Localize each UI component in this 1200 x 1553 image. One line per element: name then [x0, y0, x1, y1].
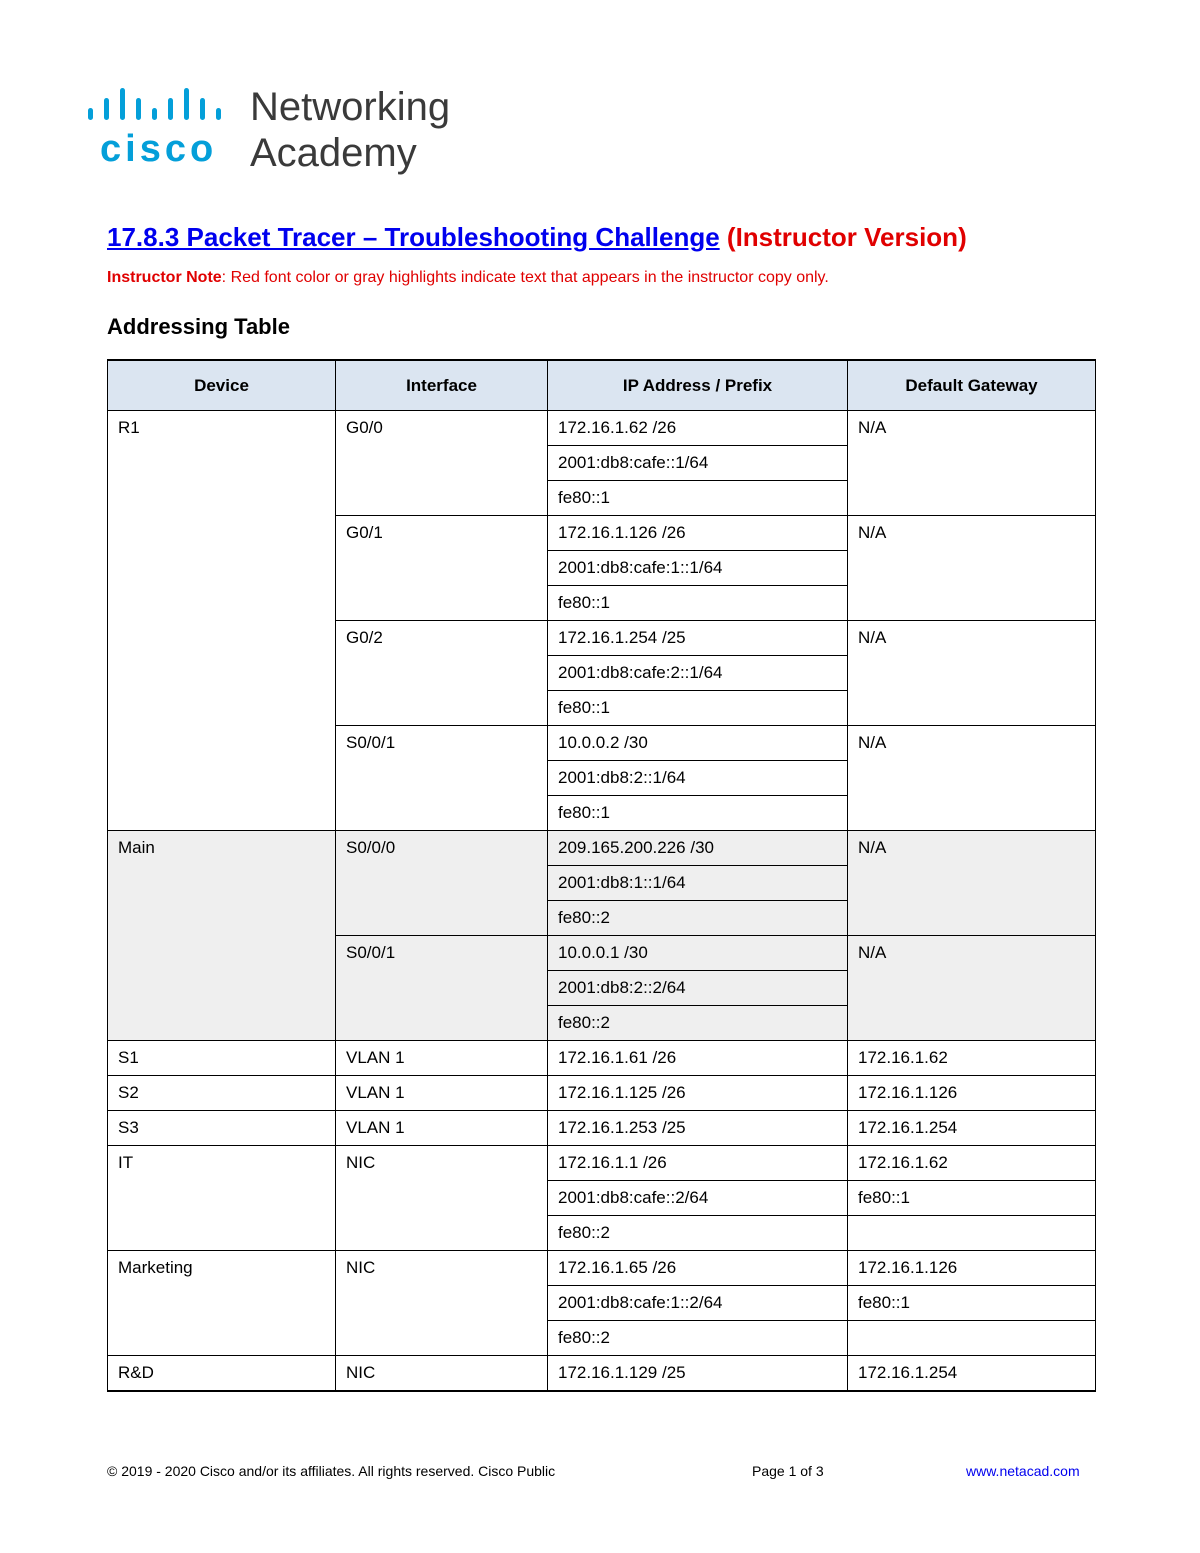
- interface-cell: S0/0/1: [336, 936, 548, 1041]
- logo-line-academy: Academy: [250, 131, 417, 175]
- table-row: [108, 1111, 1096, 1146]
- gateway-cell: 172.16.1.126: [848, 1076, 1096, 1111]
- table-row: [108, 411, 1096, 446]
- ip-cell: 172.16.1.62 /26: [548, 411, 848, 446]
- ip-cell: 2001:db8:1::1/64: [548, 866, 848, 901]
- device-cell: S2: [108, 1076, 336, 1111]
- table-row: [108, 831, 1096, 866]
- ip-cell: 2001:db8:cafe::2/64: [548, 1181, 848, 1216]
- instructor-note: [107, 269, 829, 287]
- interface-cell: G0/1: [336, 516, 548, 621]
- ip-cell: 10.0.0.1 /30: [548, 936, 848, 971]
- cisco-wordmark: cisco: [100, 128, 218, 170]
- device-cell: R1: [108, 411, 336, 831]
- device-cell: S1: [108, 1041, 336, 1076]
- title-instructor-version: (Instructor Version): [726, 222, 967, 252]
- device-cell: S3: [108, 1111, 336, 1146]
- ip-cell: 172.16.1.254 /25: [548, 621, 848, 656]
- header-ip-address: IP Address / Prefix: [548, 360, 848, 411]
- interface-cell: G0/2: [336, 621, 548, 726]
- ip-cell: 2001:db8:cafe:1::2/64: [548, 1286, 848, 1321]
- ip-cell: fe80::1: [548, 481, 848, 516]
- logo-line-networking: Networking: [250, 85, 451, 129]
- table-row: [108, 1076, 1096, 1111]
- gateway-cell: 172.16.1.62: [848, 1041, 1096, 1076]
- gateway-cell: N/A: [848, 831, 1096, 936]
- gateway-cell: 172.16.1.254: [848, 1356, 1096, 1392]
- ip-cell: 2001:db8:cafe:2::1/64: [548, 656, 848, 691]
- ip-cell: fe80::2: [548, 1006, 848, 1041]
- ip-cell: fe80::1: [548, 586, 848, 621]
- table-row: [108, 1041, 1096, 1076]
- title-link[interactable]: 17.8.3 Packet Tracer – Troubleshooting Challenge: [107, 222, 720, 252]
- header-default-gateway: Default Gateway: [848, 360, 1096, 411]
- ip-cell: 172.16.1.126 /26: [548, 516, 848, 551]
- gateway-cell: [848, 1321, 1096, 1356]
- interface-cell: NIC: [336, 1146, 548, 1251]
- ip-cell: 2001:db8:cafe:1::1/64: [548, 551, 848, 586]
- device-cell: Marketing: [108, 1251, 336, 1356]
- gateway-cell: N/A: [848, 516, 1096, 621]
- gateway-cell: N/A: [848, 411, 1096, 516]
- table-header-row: [108, 360, 1096, 411]
- ip-cell: 209.165.200.226 /30: [548, 831, 848, 866]
- gateway-cell: N/A: [848, 621, 1096, 726]
- table-row: [108, 1251, 1096, 1286]
- interface-cell: VLAN 1: [336, 1041, 548, 1076]
- table-body: [108, 411, 1096, 1392]
- gateway-cell: N/A: [848, 726, 1096, 831]
- table-row: [108, 1356, 1096, 1392]
- gateway-cell: fe80::1: [848, 1181, 1096, 1216]
- instructor-note-text: : Red font color or gray highlights indicate text that appears in the instructor copy only.: [221, 269, 829, 286]
- ip-cell: fe80::2: [548, 901, 848, 936]
- gateway-cell: [848, 1216, 1096, 1251]
- header-device: Device: [108, 360, 336, 411]
- gateway-cell: N/A: [848, 936, 1096, 1041]
- interface-cell: NIC: [336, 1356, 548, 1392]
- addressing-table: [107, 359, 1096, 1392]
- ip-cell: 172.16.1.129 /25: [548, 1356, 848, 1392]
- device-cell: R&D: [108, 1356, 336, 1392]
- ip-cell: fe80::2: [548, 1321, 848, 1356]
- ip-cell: 2001:db8:2::1/64: [548, 761, 848, 796]
- page-title: [107, 222, 967, 253]
- interface-cell: NIC: [336, 1251, 548, 1356]
- interface-cell: S0/0/1: [336, 726, 548, 831]
- ip-cell: 10.0.0.2 /30: [548, 726, 848, 761]
- footer-url-link[interactable]: www.netacad.com: [966, 1463, 1080, 1479]
- cisco-networking-academy-logo: [86, 86, 486, 186]
- header-interface: Interface: [336, 360, 548, 411]
- ip-cell: 172.16.1.1 /26: [548, 1146, 848, 1181]
- gateway-cell: fe80::1: [848, 1286, 1096, 1321]
- footer-page-number: Page 1 of 3: [752, 1463, 824, 1479]
- section-heading: Addressing Table: [107, 314, 290, 339]
- gateway-cell: 172.16.1.62: [848, 1146, 1096, 1181]
- instructor-note-label: Instructor Note: [107, 269, 222, 286]
- interface-cell: VLAN 1: [336, 1076, 548, 1111]
- ip-cell: 172.16.1.253 /25: [548, 1111, 848, 1146]
- gateway-cell: 172.16.1.126: [848, 1251, 1096, 1286]
- interface-cell: G0/0: [336, 411, 548, 516]
- ip-cell: fe80::1: [548, 796, 848, 831]
- gateway-cell: 172.16.1.254: [848, 1111, 1096, 1146]
- ip-cell: 172.16.1.65 /26: [548, 1251, 848, 1286]
- footer-copyright: © 2019 - 2020 Cisco and/or its affiliates. All rights reserved. Cisco Public: [107, 1463, 556, 1479]
- cisco-bars-icon: [86, 86, 236, 126]
- ip-cell: 172.16.1.61 /26: [548, 1041, 848, 1076]
- ip-cell: fe80::2: [548, 1216, 848, 1251]
- device-cell: IT: [108, 1146, 336, 1251]
- ip-cell: 2001:db8:2::2/64: [548, 971, 848, 1006]
- ip-cell: 2001:db8:cafe::1/64: [548, 446, 848, 481]
- ip-cell: 172.16.1.125 /26: [548, 1076, 848, 1111]
- interface-cell: S0/0/0: [336, 831, 548, 936]
- ip-cell: fe80::1: [548, 691, 848, 726]
- table-row: [108, 1146, 1096, 1181]
- logo-title: [250, 84, 450, 176]
- device-cell: Main: [108, 831, 336, 1041]
- interface-cell: VLAN 1: [336, 1111, 548, 1146]
